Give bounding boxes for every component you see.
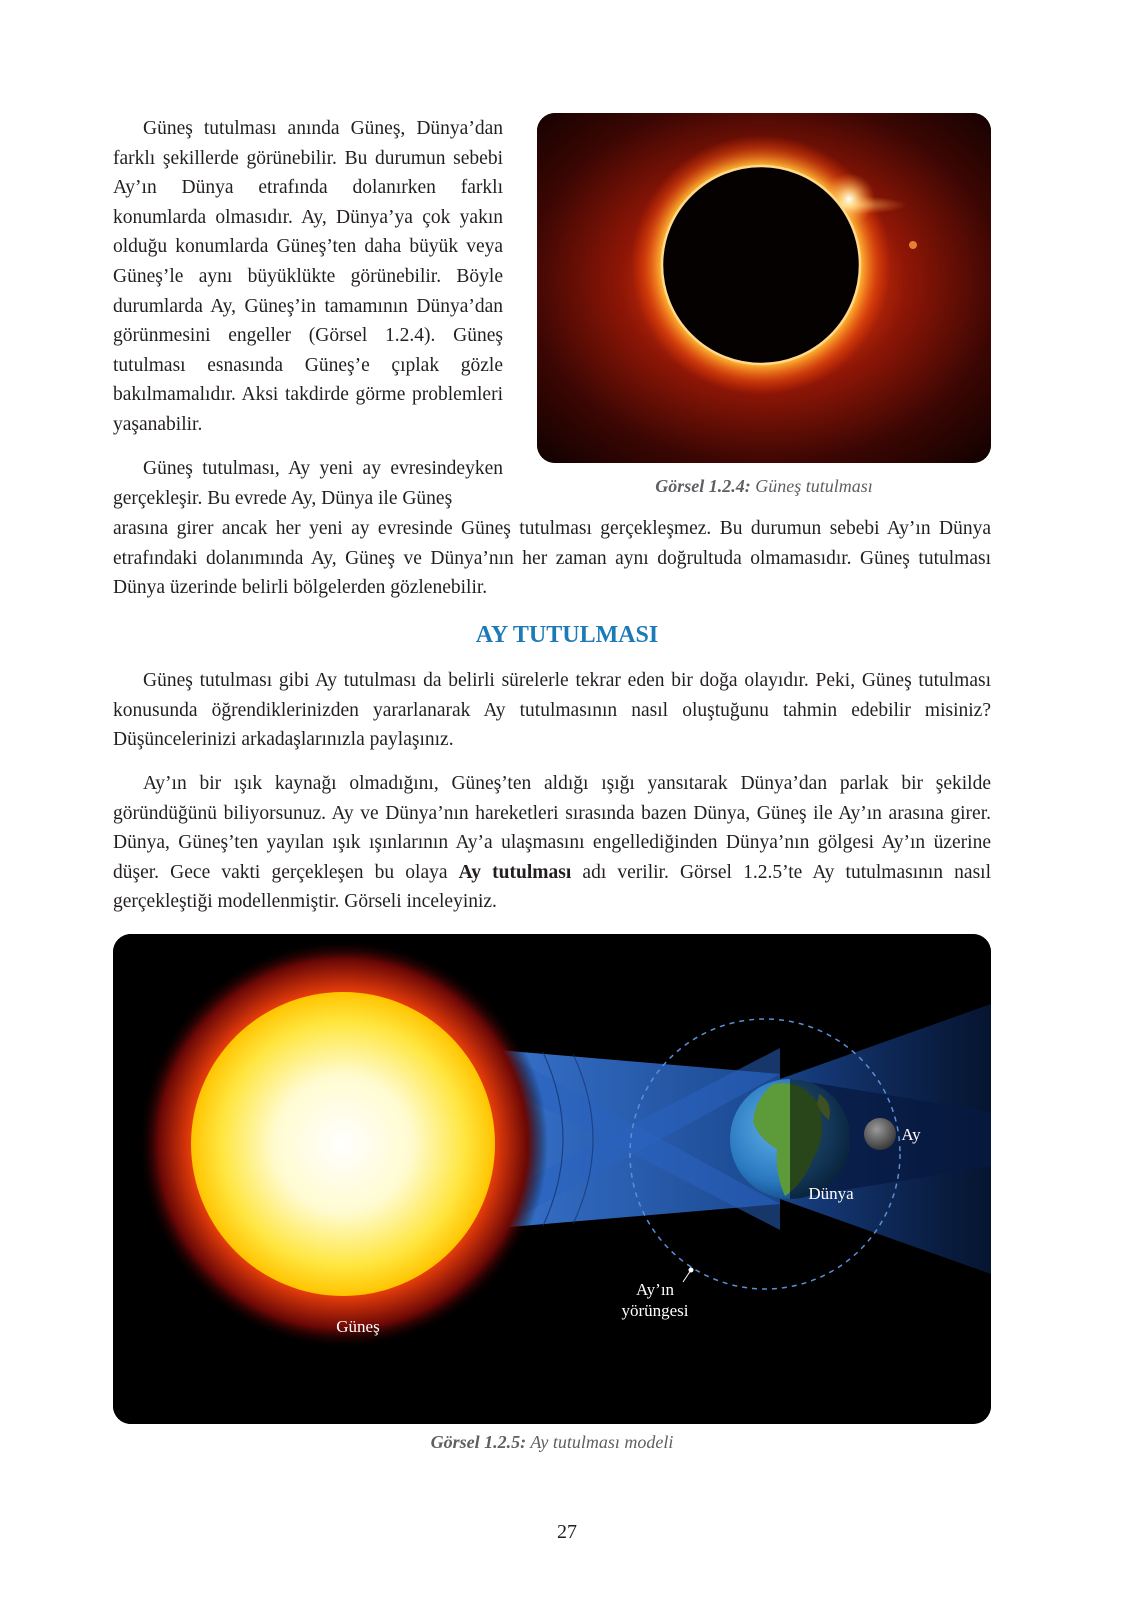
caption-text: Güneş tutulması — [750, 476, 873, 496]
bold-term-lunar-eclipse: Ay tutulması — [458, 861, 572, 883]
label-moon: Ay — [901, 1125, 921, 1144]
text-before-bold: Ay’ın bir ışık kaynağı olmadığını, Güneş’ten aldığı ışığı yansıtarak Dünya’dan parlak bir şekilde göründüğünü biliyorsunuz. Ay ve Dünya’nın hareketleri sırasında bazen Dünya, Güneş ile Ay’ın arasına girer. Dünya, Güneş’ten yayılan ışık ışınlarının Ay’a ulaşmasını engellediğinden Dünya’nın gölgesi Ay’ın üzerine düşer. Gece vakti gerçekleşen bu olaya — [113, 773, 991, 883]
caption-text: Ay tutulması modeli — [526, 1432, 674, 1452]
figure-caption-solar-eclipse — [537, 476, 991, 497]
label-earth: Dünya — [808, 1184, 854, 1203]
paragraph-lunar-eclipse-intro: Güneş tutulması gibi Ay tutulması da belirli sürelerle tekrar eden bir doğa olayıdır. Peki, Güneş tutulması konusunda öğrendiklerinizden yararlanarak Ay tutulmasının nasıl oluştuğunu tahmin edebilir misiniz? Düşüncelerinizi arkadaşlarınızla paylaşınız. — [113, 670, 991, 751]
solar-eclipse-photo — [537, 113, 991, 463]
label-orbit-line2: yörüngesi — [621, 1301, 689, 1320]
lunar-eclipse-model — [113, 934, 991, 1424]
paragraph-lunar-eclipse-explanation — [113, 769, 991, 917]
label-sun: Güneş — [336, 1317, 380, 1336]
paragraph-new-moon: Güneş tutulması, Ay yeni ay evresindeyken gerçekleşir. Bu evrede Ay, Dünya ile Güneş — [113, 458, 503, 509]
caption-label: Görsel 1.2.5: — [430, 1432, 527, 1452]
paragraph-new-moon-continued: arasına girer ancak her yeni ay evresinde Güneş tutulması gerçekleşmez. Bu durumun sebebi Ay’ın Dünya etrafındaki dolanımında Ay, Güneş ve Dünya’nın her zaman aynı doğrultuda olmamasıdır. Güneş tutulması Dünya üzerinde belirli bölgelerden gözlenebilir. — [113, 518, 991, 599]
figure-caption-lunar-eclipse — [113, 1432, 991, 1453]
text-after-bold: adı verilir. Görsel 1.2.5’te Ay tutulmasının nasıl gerçekleştiği modellenmiştir. Görseli inceleyiniz. — [113, 861, 992, 913]
page-number: 27 — [557, 1521, 577, 1543]
section-title: AY TUTULMASI — [475, 622, 659, 648]
paragraph-solar-eclipse-appearance: Güneş tutulması anında Güneş, Dünya’dan farklı şekillerde görünebilir. Bu durumun sebebi Ay’ın Dünya etrafında dolanırken farklı konumlarda olmasıdır. Ay, Dünya’ya çok yakın olduğu konumlarda Güneş’ten daha büyük veya Güneş’le aynı büyüklükte görünebilir. Böyle durumlarda Ay, Güneş’in tamamının Dünya’dan görünmesini engeller (Görsel 1.2.4). Güneş tutulması esnasında Güneş’e çıplak gözle bakılmamalıdır. Aksi takdirde görme problemleri yaşanabilir. — [113, 118, 503, 435]
label-orbit-line1: Ay’ın — [635, 1280, 675, 1299]
caption-label: Görsel 1.2.4: — [655, 476, 751, 496]
moon — [864, 1118, 896, 1150]
